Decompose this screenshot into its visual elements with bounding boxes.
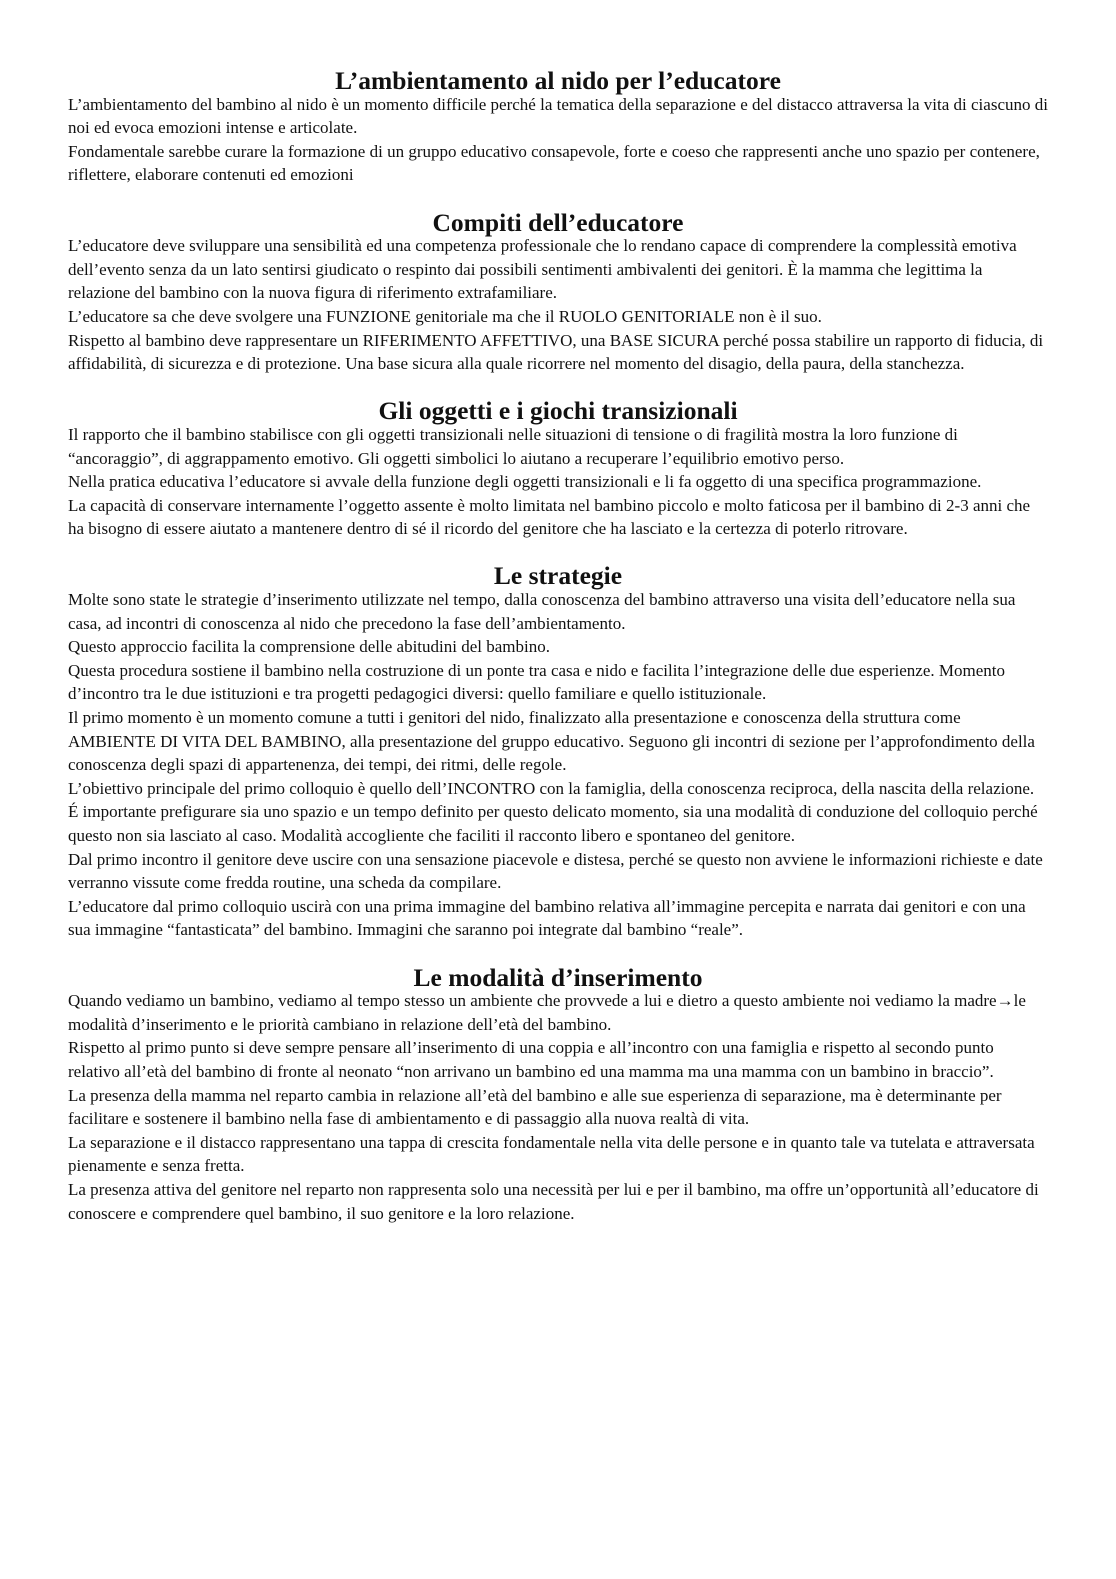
paragraph: Rispetto al primo punto si deve sempre pensare all’inserimento di una coppia e all’incontro con una famiglia e rispetto al secondo punto relativo all’età del bambino di fronte al neonato “non arrivano un bambino ed una mamma ma una mamma con un bambino in braccio”.	[68, 1038, 994, 1081]
paragraph: Questa procedura sostiene il bambino nella costruzione di un ponte tra casa e nido e facilita l’integrazione delle due esperienze. Momento d’incontro tra le due istituzioni e tra progetti pedagogici diversi: quello familiare e quello istituzionale.	[68, 660, 1006, 704]
paragraph: L’educatore dal primo colloquio uscirà con una prima immagine del bambino relativa all’immagine percepita e narrata dai genitori e con una sua immagine “fantasticata” del bambino. Immagini che saranno poi integrate dal bambino “reale”.	[68, 896, 1026, 940]
section-heading: Le strategie	[493, 561, 623, 591]
section-modalita	[68, 962, 1048, 1226]
paragraph: Nella pratica educativa l’educatore si avvale della funzione degli oggetti transizionali e li fa oggetto di una specifica programmazione.	[68, 472, 982, 492]
section-strategie	[68, 561, 1048, 942]
section-oggetti	[68, 396, 1048, 541]
paragraph: L’educatore sa che deve svolgere una FUNZIONE genitoriale ma che il RUOLO GENITORIALE non è il suo.	[68, 306, 822, 326]
section-heading: Gli oggetti e i giochi transizionali	[378, 396, 738, 426]
section-compiti	[68, 207, 1048, 376]
document-page	[68, 66, 1048, 1225]
paragraph: Il primo momento è un momento comune a tutti i genitori del nido, finalizzato alla presentazione e conoscenza della struttura come AMBIENTE DI VITA DEL BAMBINO, alla presentazione del gruppo educativo. Seguono gli incontri di sezione per l’approfondimento della conoscenza degli spazi di appartenenza, dei tempi, dei ritmi, delle regole.	[68, 708, 1035, 775]
paragraph: Molte sono state le strategie d’inserimento utilizzate nel tempo, dalla conoscenza del bambino attraverso una visita dell’educatore nella sua casa, ad incontri di conoscenza al nido che precedono la fase dell’ambientamento.	[68, 590, 1016, 633]
paragraph: É importante prefigurare sia uno spazio e un tempo definito per questo delicato momento, sia una modalità di conduzione del colloquio perché questo non sia lasciato al caso. Modalità accogliente che faciliti il racconto libero e spontaneo del genitore.	[68, 802, 1038, 845]
paragraph: Quando vediamo un bambino, vediamo al tempo stesso un ambiente che provvede a lui e dietro a questo ambiente noi vediamo la madre→le modalità d’inserimento e le priorità cambiano in relazione dell’età del bambino.	[68, 991, 1026, 1034]
paragraph: Rispetto al bambino deve rappresentare un RIFERIMENTO AFFETTIVO, una BASE SICURA perché possa stabilire un rapporto di fiducia, di affidabilità, di sicurezza e di protezione. Una base sicura alla quale ricorrere nel momento del disagio, della paura, della stanchezza.	[68, 330, 1044, 374]
section-heading: L’ambientamento al nido per l’educatore	[335, 66, 781, 95]
section-ambientamento	[68, 66, 1048, 187]
paragraph: La presenza attiva del genitore nel reparto non rappresenta solo una necessità per lui e per il bambino, ma offre un’opportunità all’educatore di conoscere e comprendere quel bambino, il suo genitore e la loro relazione.	[68, 1179, 1039, 1223]
paragraph: La presenza della mamma nel reparto cambia in relazione all’età del bambino e alle sue esperienza di separazione, ma è determinante per facilitare e sostenere il bambino nella fase di ambientamento e di passaggio alla nuova realtà di vita.	[68, 1085, 1002, 1129]
section-heading: Le modalità d’inserimento	[413, 962, 703, 992]
paragraph: L’obiettivo principale del primo colloquio è quello dell’INCONTRO con la famiglia, della conoscenza reciproca, della nascita della relazione.	[68, 778, 1035, 798]
paragraph: Il rapporto che il bambino stabilisce con gli oggetti transizionali nelle situazioni di tensione o di fragilità mostra la loro funzione di “ancoraggio”, di aggrappamento emotivo. Gli oggetti simbolici lo aiutano a recuperare l’equilibrio emotivo perso.	[68, 424, 958, 468]
paragraph: L’ambientamento del bambino al nido è un momento difficile perché la tematica della separazione e del distacco attraversa la vita di ciascuno di noi ed evoca emozioni intense e articolate.	[68, 94, 1048, 138]
paragraph: Fondamentale sarebbe curare la formazione di un gruppo educativo consapevole, forte e coeso che rappresenti anche uno spazio per contenere, riflettere, elaborare contenuti ed emozioni	[68, 141, 1040, 185]
paragraph: Questo approccio facilita la comprensione delle abitudini del bambino.	[68, 637, 550, 657]
paragraph: La separazione e il distacco rappresentano una tappa di crescita fondamentale nella vita delle persone e in quanto tale va tutelata e attraversata pienamente e senza fretta.	[68, 1132, 1035, 1176]
section-heading: Compiti dell’educatore	[432, 207, 684, 237]
paragraph: La capacità di conservare internamente l’oggetto assente è molto limitata nel bambino piccolo e molto faticosa per il bambino di 2-3 anni che ha bisogno di essere aiutato a mantenere dentro di sé il ricordo del genitore che ha lasciato e la certezza di poterlo ritrovare.	[68, 495, 1031, 539]
paragraph: Dal primo incontro il genitore deve uscire con una sensazione piacevole e distesa, perché se questo non avviene le informazioni richieste e date verranno vissute come fredda routine, una scheda da compilare.	[68, 849, 1043, 893]
paragraph: L’educatore deve sviluppare una sensibilità ed una competenza professionale che lo rendano capace di comprendere la complessità emotiva dell’evento senza da un lato sentirsi giudicato o respinto dai possibili sentimenti ambivalenti dei genitori. È la mamma che legittima la relazione del bambino con la nuova figura di riferimento extrafamiliare.	[68, 236, 1017, 303]
